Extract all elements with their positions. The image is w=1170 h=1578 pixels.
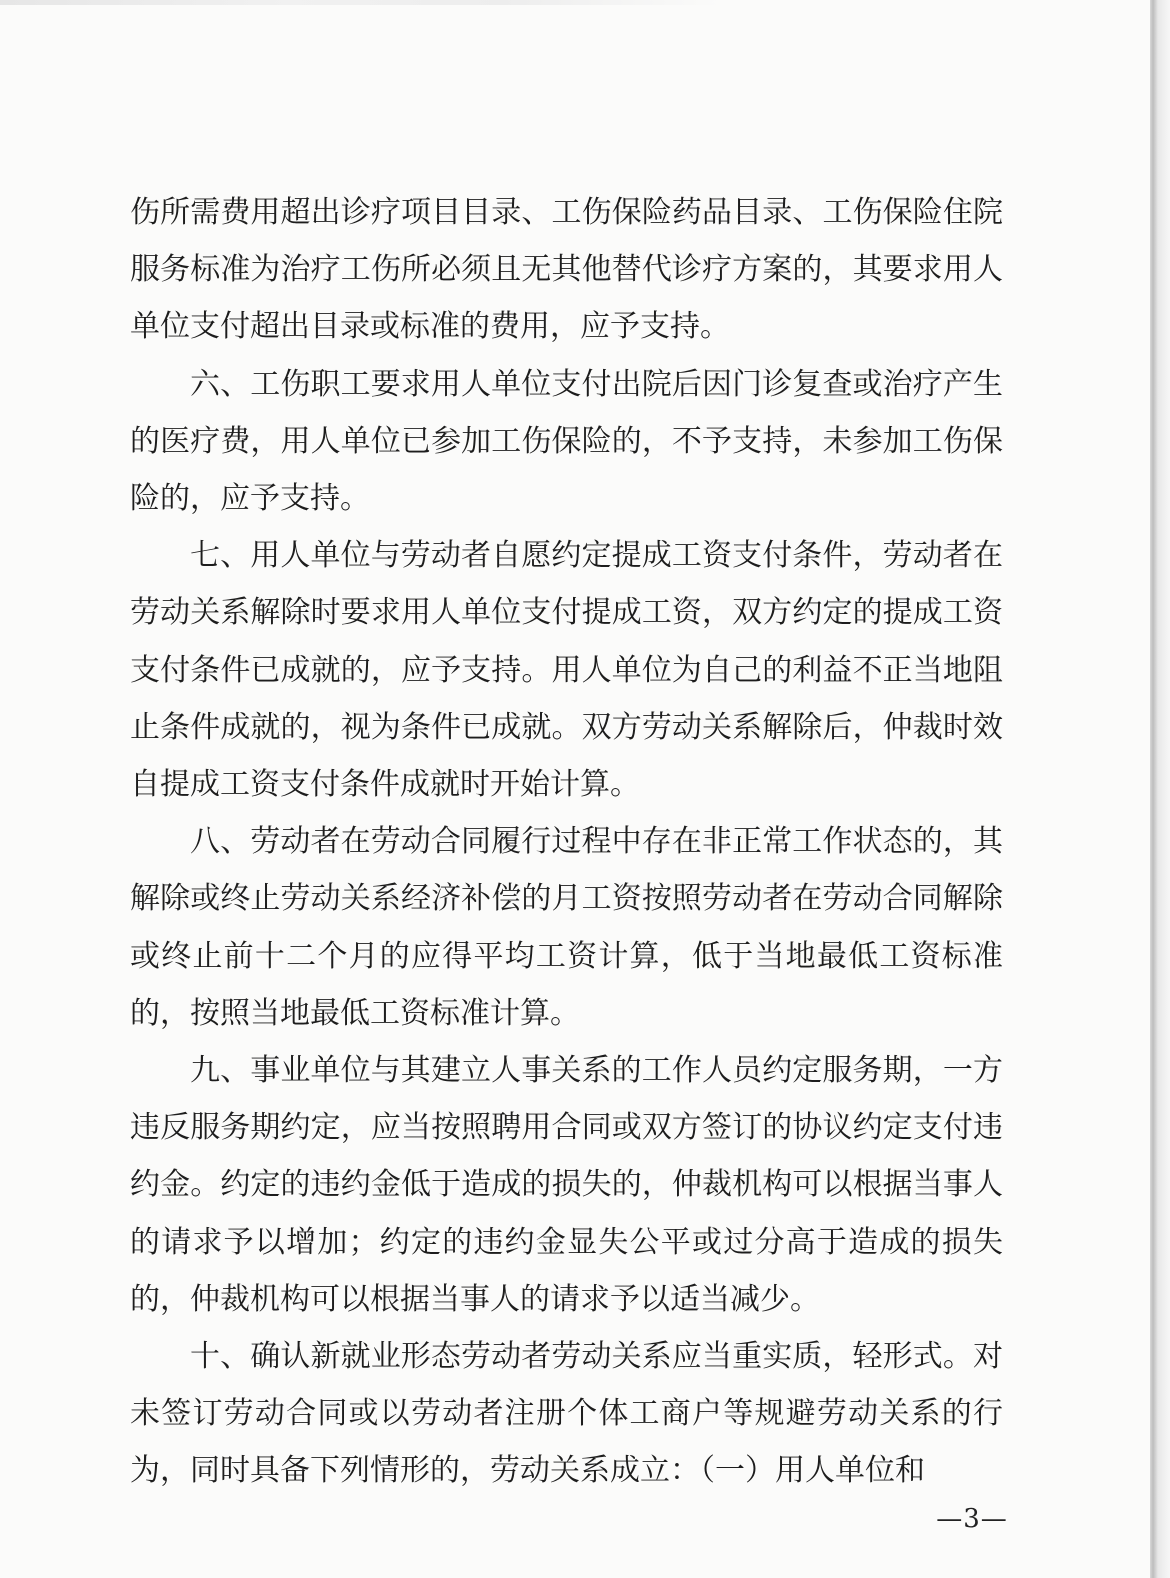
- scan-artifact-top: [0, 0, 720, 5]
- page-edge-shadow: [1150, 0, 1170, 1578]
- paragraph-item-6: 六、工伤职工要求用人单位支付出院后因门诊复查或治疗产生的医疗费，用人单位已参加工伤保险的，不予支持，未参加工伤保险的，应予支持。: [130, 366, 1003, 517]
- paragraph-item-7: 七、用人单位与劳动者自愿约定提成工资支付条件，劳动者在劳动关系解除时要求用人单位支付提成工资，双方约定的提成工资支付条件已成就的，应予支持。用人单位为自己的利益不正当地阻止条件成就的，视为条件已成就。双方劳动关系解除后，仲裁时效自提成工资支付条件成就时开始计算。: [130, 538, 1003, 803]
- paragraph-item-8: 八、劳动者在劳动合同履行过程中存在非正常工作状态的，其解除或终止劳动关系经济补偿的月工资按照劳动者在劳动合同解除或终止前十二个月的应得平均工资计算，低于当地最低工资标准的，按照当地最低工资标准计算。: [130, 824, 1003, 1031]
- document-body: [130, 184, 1003, 1500]
- paragraph-continuation: 伤所需费用超出诊疗项目目录、工伤保险药品目录、工伤保险住院服务标准为治疗工伤所必须且无其他替代诊疗方案的，其要求用人单位支付超出目录或标准的费用，应予支持。: [130, 195, 1003, 345]
- page-number: —3—: [936, 1504, 1008, 1534]
- paragraph-item-10: 十、确认新就业形态劳动者劳动关系应当重实质，轻形式。对未签订劳动合同或以劳动者注册个体工商户等规避劳动关系的行为，同时具备下列情形的，劳动关系成立：（一）用人单位和: [130, 1339, 1003, 1489]
- paragraph-item-9: 九、事业单位与其建立人事关系的工作人员约定服务期，一方违反服务期约定，应当按照聘用合同或双方签订的协议约定支付违约金。约定的违约金低于造成的损失的，仲裁机构可以根据当事人的请求予以增加；约定的违约金显失公平或过分高于造成的损失的，仲裁机构可以根据当事人的请求予以适当减少。: [130, 1053, 1003, 1317]
